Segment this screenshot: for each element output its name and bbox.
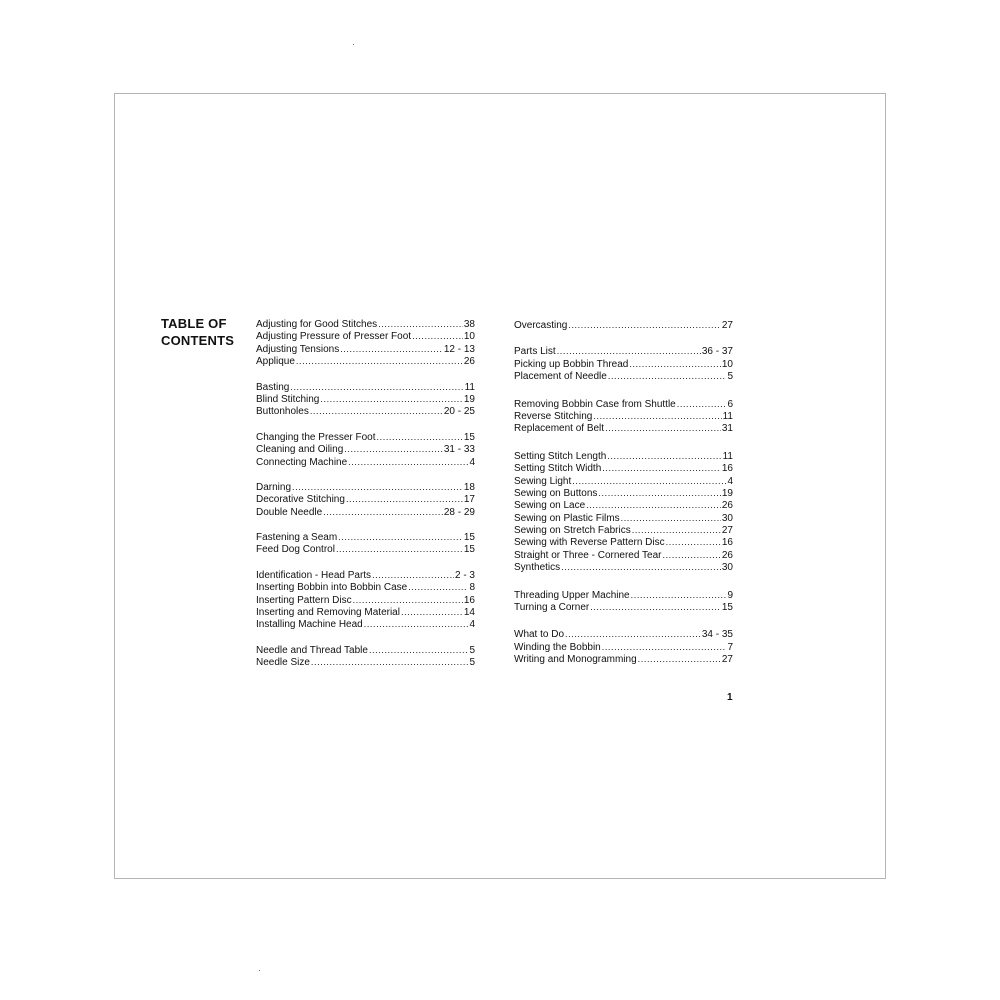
toc-leader-dots bbox=[605, 422, 721, 435]
toc-entry bbox=[514, 499, 733, 511]
toc-entry-title: Cleaning and Oiling bbox=[256, 444, 344, 456]
document-page bbox=[114, 93, 886, 879]
toc-entry-title: Feed Dog Control bbox=[256, 544, 335, 556]
toc-group bbox=[514, 450, 733, 574]
toc-entry-page: 4 bbox=[469, 619, 475, 631]
toc-entry-title: Decorative Stitching bbox=[256, 494, 345, 506]
toc-entry bbox=[256, 543, 475, 555]
toc-leader-dots bbox=[378, 318, 463, 331]
toc-entry-page: 38 bbox=[463, 319, 475, 330]
toc-entry bbox=[256, 456, 475, 468]
toc-entry-page: 26 bbox=[463, 356, 475, 368]
toc-leader-dots bbox=[565, 628, 701, 641]
toc-entry bbox=[256, 431, 475, 443]
toc-entry-title: Basting bbox=[256, 381, 290, 393]
toc-entry bbox=[256, 330, 475, 342]
toc-entry bbox=[256, 343, 475, 355]
toc-leader-dots bbox=[377, 431, 463, 444]
toc-leader-dots bbox=[632, 524, 721, 537]
toc-entry-title: Blind Stitching bbox=[256, 393, 320, 405]
toc-entry bbox=[256, 393, 475, 405]
toc-entry bbox=[514, 536, 733, 548]
toc-entry-title: Threading Upper Machine bbox=[514, 589, 630, 601]
toc-entry bbox=[514, 345, 733, 357]
toc-entry bbox=[514, 475, 733, 487]
toc-leader-dots bbox=[296, 355, 463, 368]
toc-entry-page: 16 bbox=[721, 463, 733, 475]
toc-leader-dots bbox=[629, 358, 721, 371]
toc-entry-page: 14 bbox=[463, 607, 475, 619]
toc-entry bbox=[256, 381, 475, 393]
toc-heading bbox=[161, 315, 234, 349]
toc-entry-page: 2 - 3 bbox=[454, 569, 475, 581]
toc-entry-page: 6 bbox=[727, 398, 733, 410]
toc-entry-title: Connecting Machine bbox=[256, 456, 348, 468]
toc-entry-page: 34 - 35 bbox=[701, 629, 733, 641]
toc-leader-dots bbox=[408, 581, 468, 594]
toc-entry-title: Placement of Needle bbox=[514, 371, 607, 383]
toc-leader-dots bbox=[290, 381, 463, 394]
toc-entry bbox=[514, 358, 733, 370]
toc-entry-title: Setting Stitch Length bbox=[514, 450, 607, 462]
speck-mark bbox=[259, 970, 260, 971]
toc-leader-dots bbox=[602, 641, 727, 654]
toc-entry-page: 9 bbox=[727, 589, 733, 601]
toc-entry-page: 5 bbox=[727, 371, 733, 383]
toc-entry bbox=[514, 589, 733, 601]
toc-entry-page: 10 bbox=[721, 358, 733, 370]
toc-column-left bbox=[256, 318, 475, 669]
toc-heading-line2: CONTENTS bbox=[161, 333, 235, 348]
toc-entry-title: Parts List bbox=[514, 346, 556, 358]
toc-entry bbox=[514, 398, 733, 410]
toc-entry-title: Removing Bobbin Case from Shuttle bbox=[514, 398, 676, 410]
toc-entry-title: Double Needle bbox=[256, 506, 323, 518]
toc-entry-title: Inserting Bobbin into Bobbin Case bbox=[256, 582, 408, 594]
toc-entry bbox=[256, 569, 475, 581]
toc-entry bbox=[514, 319, 733, 331]
toc-leader-dots bbox=[353, 594, 463, 607]
toc-group bbox=[256, 481, 475, 518]
toc-entry-title: Sewing on Buttons bbox=[514, 487, 598, 499]
toc-entry bbox=[256, 318, 475, 330]
toc-leader-dots bbox=[292, 481, 463, 494]
toc-leader-dots bbox=[621, 512, 721, 525]
toc-entry-title: Straight or Three - Cornered Tear bbox=[514, 549, 662, 561]
toc-group bbox=[514, 589, 733, 614]
toc-leader-dots bbox=[598, 487, 720, 500]
toc-leader-dots bbox=[586, 499, 721, 512]
toc-entry bbox=[256, 493, 475, 505]
toc-group bbox=[514, 345, 733, 382]
toc-leader-dots bbox=[323, 506, 443, 519]
toc-group bbox=[514, 628, 733, 665]
toc-entry-page: 30 bbox=[721, 562, 733, 574]
toc-entry-title: Darning bbox=[256, 481, 292, 493]
toc-entry-title: Adjusting Tensions bbox=[256, 343, 340, 355]
toc-entry-page: 19 bbox=[721, 487, 733, 499]
toc-entry-title: Sewing on Plastic Films bbox=[514, 512, 620, 524]
toc-entry-title: Sewing Light bbox=[514, 475, 572, 487]
toc-entry-page: 5 bbox=[469, 644, 475, 656]
toc-entry-title: Synthetics bbox=[514, 562, 561, 574]
toc-entry bbox=[514, 487, 733, 499]
toc-entry-page: 36 - 37 bbox=[701, 346, 733, 358]
toc-entry-title: Inserting Pattern Disc bbox=[256, 594, 352, 606]
toc-leader-dots bbox=[561, 561, 721, 574]
toc-group bbox=[256, 644, 475, 669]
toc-entry-title: Writing and Monogramming bbox=[514, 654, 637, 666]
toc-entry-page: 27 bbox=[721, 525, 733, 537]
toc-group bbox=[256, 318, 475, 368]
toc-group bbox=[256, 531, 475, 556]
toc-entry bbox=[256, 606, 475, 618]
toc-entry bbox=[256, 581, 475, 593]
toc-entry bbox=[514, 628, 733, 640]
toc-entry bbox=[514, 450, 733, 462]
toc-entry-title: Adjusting Pressure of Presser Foot bbox=[256, 331, 412, 343]
toc-leader-dots bbox=[340, 343, 443, 356]
toc-entry-page: 16 bbox=[721, 537, 733, 549]
toc-entry-title: Applique bbox=[256, 356, 295, 368]
toc-entry-page: 15 bbox=[463, 431, 475, 443]
toc-entry-title: Changing the Presser Foot bbox=[256, 431, 376, 443]
toc-entry-page: 11 bbox=[722, 450, 733, 462]
toc-entry-page: 30 bbox=[721, 512, 733, 524]
toc-entry-page: 15 bbox=[463, 544, 475, 556]
toc-heading-line1: TABLE OF bbox=[161, 316, 227, 331]
toc-leader-dots bbox=[590, 601, 721, 614]
toc-entry bbox=[514, 653, 733, 665]
toc-leader-dots bbox=[608, 370, 727, 383]
toc-leader-dots bbox=[372, 569, 454, 582]
toc-leader-dots bbox=[336, 543, 463, 556]
toc-entry bbox=[256, 481, 475, 493]
toc-entry-page: 15 bbox=[463, 532, 475, 544]
toc-entry-page: 26 bbox=[721, 549, 733, 561]
speck-mark bbox=[353, 44, 354, 45]
toc-entry-page: 27 bbox=[721, 320, 733, 331]
toc-entry bbox=[256, 618, 475, 630]
toc-entry-title: What to Do bbox=[514, 629, 565, 641]
toc-entry bbox=[256, 405, 475, 417]
toc-entry-page: 28 - 29 bbox=[443, 506, 475, 518]
toc-entry bbox=[514, 422, 733, 434]
toc-leader-dots bbox=[344, 443, 443, 456]
toc-entry bbox=[256, 594, 475, 606]
toc-entry-page: 19 bbox=[463, 393, 475, 405]
toc-entry-title: Winding the Bobbin bbox=[514, 641, 601, 653]
toc-entry-title: Sewing with Reverse Pattern Disc bbox=[514, 537, 665, 549]
toc-entry bbox=[514, 601, 733, 613]
toc-entry-title: Needle Size bbox=[256, 657, 310, 669]
toc-leader-dots bbox=[568, 319, 721, 332]
toc-entry bbox=[514, 524, 733, 536]
toc-leader-dots bbox=[401, 606, 463, 619]
toc-entry bbox=[514, 512, 733, 524]
toc-leader-dots bbox=[412, 330, 463, 343]
toc-leader-dots bbox=[364, 618, 469, 631]
toc-entry-page: 11 bbox=[722, 410, 733, 422]
toc-group bbox=[514, 398, 733, 435]
toc-entry-page: 17 bbox=[463, 494, 475, 506]
toc-entry-title: Fastening a Seam bbox=[256, 532, 338, 544]
toc-group bbox=[256, 569, 475, 631]
toc-entry bbox=[514, 549, 733, 561]
toc-entry-page: 4 bbox=[469, 456, 475, 468]
toc-group bbox=[514, 319, 733, 331]
toc-entry bbox=[514, 410, 733, 422]
toc-entry bbox=[256, 355, 475, 367]
toc-entry-page: 31 bbox=[721, 423, 733, 435]
toc-entry bbox=[514, 561, 733, 573]
toc-group bbox=[256, 381, 475, 418]
toc-leader-dots bbox=[310, 405, 443, 418]
toc-leader-dots bbox=[602, 462, 721, 475]
toc-entry-page: 20 - 25 bbox=[443, 406, 475, 418]
toc-entry-title: Turning a Corner bbox=[514, 602, 590, 614]
toc-entry-page: 31 - 33 bbox=[443, 444, 475, 456]
toc-entry-title: Adjusting for Good Stitches bbox=[256, 319, 378, 330]
toc-entry-title: Sewing on Stretch Fabrics bbox=[514, 525, 631, 537]
toc-entry-title: Overcasting bbox=[514, 320, 568, 331]
toc-entry-page: 11 bbox=[464, 381, 475, 393]
toc-entry-page: 5 bbox=[469, 657, 475, 669]
toc-leader-dots bbox=[677, 398, 727, 411]
toc-leader-dots bbox=[593, 410, 721, 423]
toc-entry-page: 4 bbox=[727, 475, 733, 487]
toc-entry-title: Needle and Thread Table bbox=[256, 644, 368, 656]
toc-entry bbox=[514, 462, 733, 474]
toc-entry-page: 10 bbox=[463, 331, 475, 343]
toc-leader-dots bbox=[311, 656, 469, 669]
toc-entry-page: 27 bbox=[721, 654, 733, 666]
page-number: 1 bbox=[727, 692, 733, 703]
toc-entry-title: Buttonholes bbox=[256, 406, 309, 418]
toc-entry bbox=[514, 641, 733, 653]
toc-leader-dots bbox=[338, 531, 463, 544]
toc-leader-dots bbox=[320, 393, 463, 406]
toc-entry-page: 18 bbox=[463, 481, 475, 493]
toc-entry-title: Replacement of Belt bbox=[514, 423, 605, 435]
toc-entry bbox=[256, 531, 475, 543]
toc-entry bbox=[256, 506, 475, 518]
toc-entry-title: Inserting and Removing Material bbox=[256, 607, 400, 619]
toc-entry-page: 12 - 13 bbox=[443, 343, 475, 355]
toc-entry bbox=[256, 644, 475, 656]
toc-entry-page: 16 bbox=[463, 594, 475, 606]
toc-entry-page: 7 bbox=[727, 641, 733, 653]
toc-leader-dots bbox=[662, 549, 720, 562]
toc-entry-page: 8 bbox=[469, 582, 475, 594]
toc-leader-dots bbox=[557, 345, 701, 358]
toc-leader-dots bbox=[631, 589, 727, 602]
toc-entry-title: Reverse Stitching bbox=[514, 410, 593, 422]
toc-column-right bbox=[514, 319, 733, 666]
toc-entry-title: Picking up Bobbin Thread bbox=[514, 358, 629, 370]
toc-leader-dots bbox=[638, 653, 721, 666]
toc-leader-dots bbox=[346, 493, 463, 506]
toc-entry bbox=[256, 443, 475, 455]
toc-entry-title: Sewing on Lace bbox=[514, 500, 586, 512]
toc-leader-dots bbox=[666, 536, 721, 549]
toc-entry-title: Installing Machine Head bbox=[256, 619, 363, 631]
toc-entry-page: 15 bbox=[721, 602, 733, 614]
toc-leader-dots bbox=[348, 456, 468, 469]
toc-entry-title: Identification - Head Parts bbox=[256, 569, 372, 581]
toc-entry bbox=[514, 370, 733, 382]
toc-group bbox=[256, 431, 475, 468]
toc-leader-dots bbox=[607, 450, 721, 463]
toc-entry-title: Setting Stitch Width bbox=[514, 463, 602, 475]
toc-entry bbox=[256, 656, 475, 668]
toc-leader-dots bbox=[369, 644, 468, 657]
toc-leader-dots bbox=[572, 475, 726, 488]
toc-entry-page: 26 bbox=[721, 500, 733, 512]
